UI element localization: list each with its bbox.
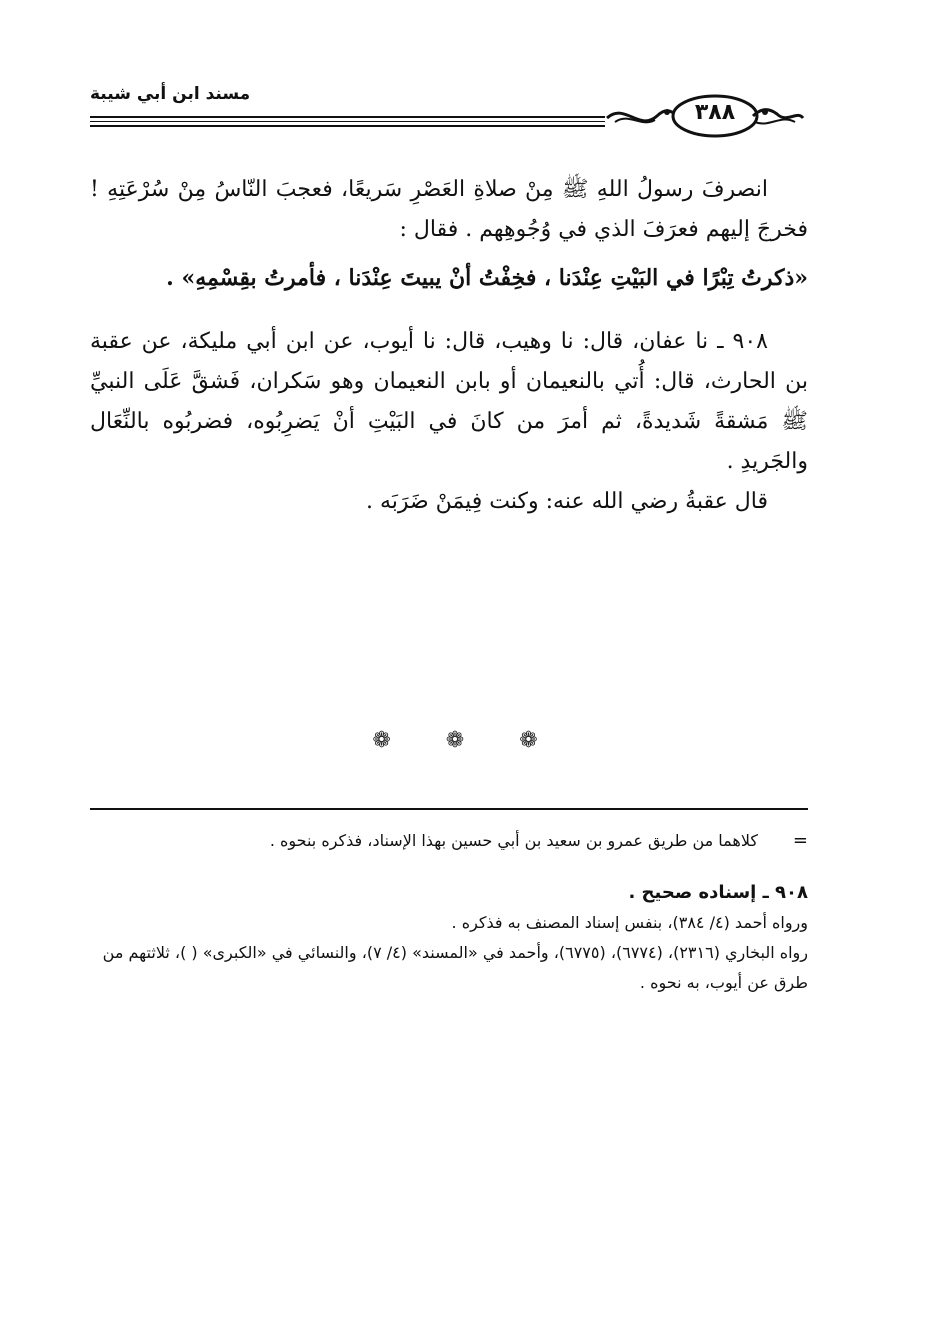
header-rules (90, 116, 605, 130)
running-title: مسند ابن أبي شيبة (90, 84, 251, 104)
footnotes (90, 826, 808, 998)
page-header (90, 70, 820, 140)
footnote-continuation (90, 826, 808, 856)
continuation-text: كلاهما من طريق عمرو بن سعيد بن أبي حسين بهذا الإسناد، فذكره بنحوه . (269, 831, 758, 850)
uqba-statement: قال عقبةُ رضي الله عنه: وكنت فِيمَنْ ضَرَبَه . (365, 489, 768, 514)
footnote-line-bukhari: رواه البخاري (٢٣١٦)، (٦٧٧٤)، (٦٧٧٥)، وأحمد في «المسند» (٤/ ٧)، والنسائي في «الكبرى» ( )، ثلاثتهم من طرق عن أيوب، به نحوه . (102, 943, 808, 992)
hadith-908: ٩٠٨ ـ نا عفان، قال: نا وهيب، قال: نا أيوب، عن ابن أبي مليكة، عن عقبة بن الحارث، قال: أُتي بالنعيمان أو بابن النعيمان وهو سَكران، فَشقَّ عَلَى النبيِّ ﷺ مَشقةً شَديدةً، ثم أمرَ من كانَ في البَيْتِ أنْ يَضرِبُوه، فضربُوه بالنِّعَال والجَريدِ . (90, 329, 808, 474)
page-number: ٣٨٨ (694, 100, 736, 125)
footnote-heading-908: ٩٠٨ ـ إسناده صحيح . (628, 882, 808, 903)
main-text (90, 170, 808, 522)
footnote-line-ahmad: ورواه أحمد (٤/ ٣٨٤)، بنفس إسناد المصنف به فذكره . (451, 913, 808, 932)
footnote-divider (90, 808, 808, 810)
continuation-marker: = (792, 830, 808, 851)
prophet-quote: «ذكرتُ تِبْرًا في البَيْتِ عِنْدَنا ، فخِفْتُ أنْ يبيتَ عِنْدَنا ، فأمرتُ بقِسْمِهِ» . (166, 265, 808, 291)
section-separator: ❁ ❁ ❁ (372, 728, 562, 753)
paragraph-prophet-left-prayer: انصرفَ رسولُ اللهِ ﷺ مِنْ صلاةِ العَصْرِ سَريعًا، فعجبَ النّاسُ مِنْ سُرْعَتِهِ ! فخرجَ إليهم فعرَفَ الذي في وُجُوهِهم . فقال : (90, 177, 808, 242)
